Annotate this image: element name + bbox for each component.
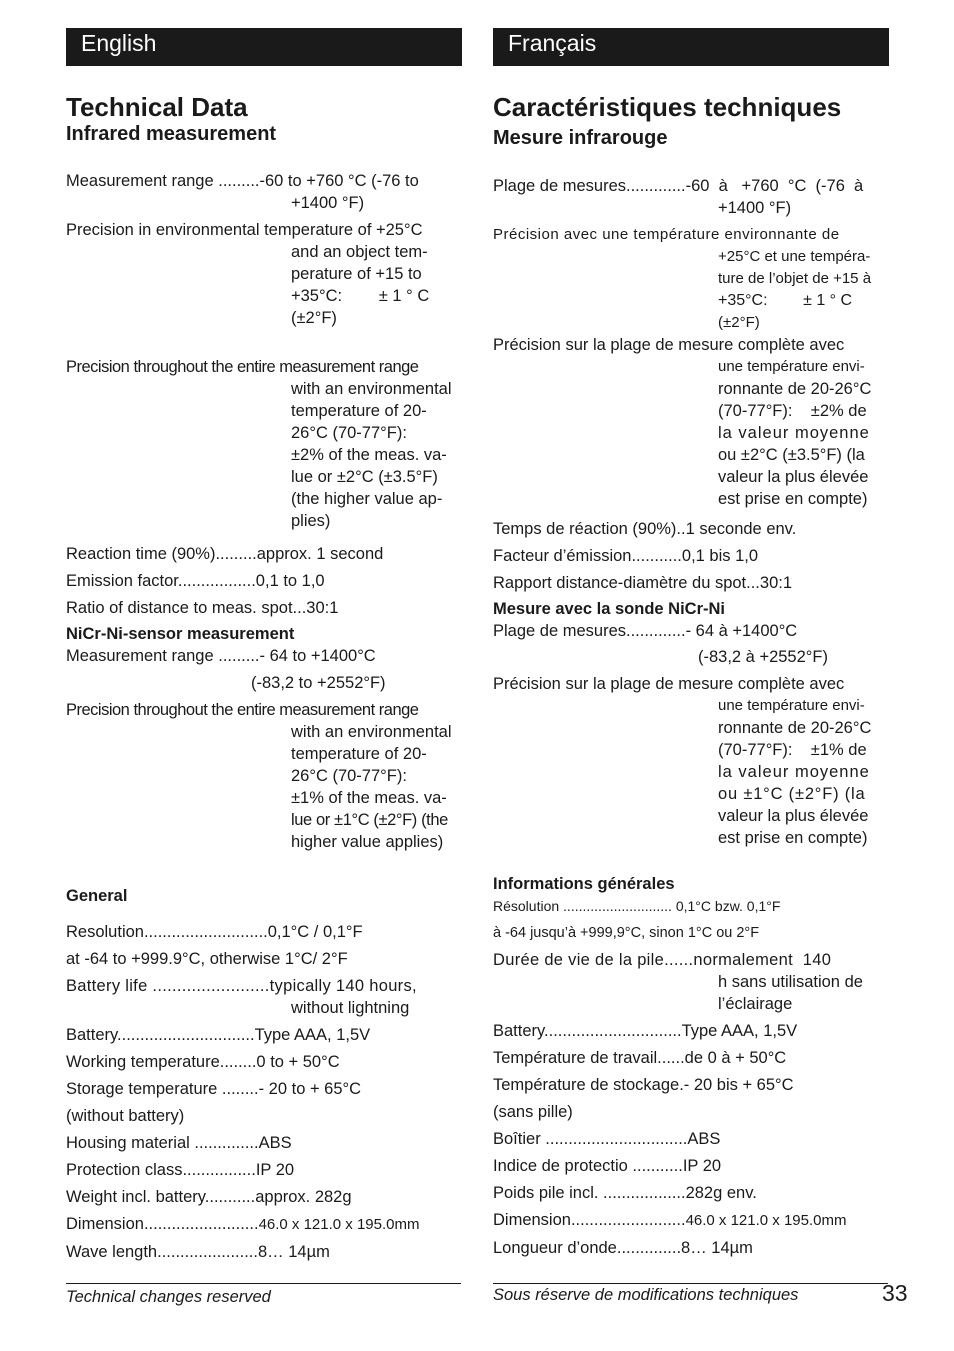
spec-line: Plage de mesures.............- 64 à +1400°C	[493, 622, 798, 640]
infrared-specs-english	[66, 170, 462, 329]
spec-line: Precision throughout the entire measurement range	[66, 701, 419, 719]
spec-line: Measurement range .........- 64 to +1400°C	[66, 647, 376, 665]
misc-specs-french	[493, 518, 889, 849]
spec-line: 26°C (70-77°F):	[291, 767, 407, 785]
spec-line: Poids pile incl. ..................282g env.	[493, 1184, 757, 1202]
dimension-label: Dimension.........................	[66, 1215, 259, 1233]
spec-line: +1400 °F)	[291, 194, 365, 212]
spec-line: Précision sur la plage de mesure complète avec	[493, 336, 845, 354]
spec-line: without lightning	[291, 999, 410, 1017]
language-header-english: English	[66, 28, 462, 66]
spec-line: +35°C: ± 1 ° C	[291, 287, 430, 305]
spec-line: Battery..............................Type AAA, 1,5V	[66, 1026, 371, 1044]
spec-line: (without battery)	[66, 1107, 185, 1125]
spec-line: Battery life ........................typically 140 hours,	[66, 977, 417, 995]
spec-line: Weight incl. battery...........approx. 282g	[66, 1188, 352, 1206]
spec-line: lue or ±2°C (±3.5°F)	[291, 468, 438, 486]
dimension-value: 46.0 x 121.0 x 195.0mm	[258, 1216, 420, 1233]
spec-line: ±1% of the meas. va-	[291, 789, 447, 807]
spec-line: and an object tem-	[291, 243, 428, 261]
spec-line: perature of +15 to	[291, 265, 422, 283]
spec-line: +35°C: ± 1 ° C	[718, 292, 853, 309]
section-heading-infrared: Infrared measurement	[66, 123, 277, 145]
spec-line: with an environmental	[291, 380, 452, 398]
spec-line: Precision in environmental temperature of +25°C	[66, 221, 423, 239]
page-title-french: Caractéristiques techniques	[493, 92, 842, 122]
footer-note-english: Technical changes reserved	[66, 1288, 271, 1306]
spec-line: h sans utilisation de	[718, 973, 863, 991]
spec-line: Temps de réaction (90%)..1 seconde env.	[493, 520, 797, 538]
spec-line: la valeur moyenne	[718, 424, 870, 442]
general-specs-french	[493, 873, 889, 1259]
spec-line	[66, 1213, 462, 1236]
section-heading-infrared: Mesure infrarouge	[493, 127, 668, 149]
footer-divider-english	[66, 1283, 461, 1284]
spec-line: une température envi-	[718, 697, 865, 714]
spec-line: lue or ±1°C (±2°F) (the	[291, 811, 448, 829]
spec-line: Ratio of distance to meas. spot...30:1	[66, 599, 339, 617]
section-heading-general: General	[66, 887, 128, 905]
spec-line: with an environmental	[291, 723, 452, 741]
spec-line: Indice de protectio ...........IP 20	[493, 1157, 722, 1175]
spec-line: Rapport distance-diamètre du spot...30:1	[493, 574, 793, 592]
spec-line: Facteur d’émission...........0,1 bis 1,0	[493, 547, 759, 565]
spec-line: ronnante de 20-26°C	[718, 719, 872, 737]
spec-line: ture de l’objet de +15 à	[718, 270, 872, 287]
spec-line: Plage de mesures.............-60 à +760 °C (-76 à	[493, 177, 864, 195]
spec-line: ou ±1°C (±2°F) (la	[718, 785, 866, 803]
spec-line: Measurement range .........-60 to +760 °C (-76 to	[66, 172, 419, 190]
language-header-french: Français	[493, 28, 889, 66]
spec-line: l’éclairage	[718, 995, 793, 1013]
spec-line: at -64 to +999.9°C, otherwise 1°C/ 2°F	[66, 950, 348, 968]
spec-line: (-83,2 à +2552°F)	[698, 648, 828, 666]
spec-line: plies)	[291, 512, 331, 530]
section-heading-nicr: Mesure avec la sonde NiCr-Ni	[493, 600, 725, 618]
spec-line: est prise en compte)	[718, 490, 868, 508]
spec-line: higher value applies)	[291, 833, 444, 851]
spec-line: (±2°F)	[291, 309, 337, 327]
spec-line: Emission factor.................0,1 to 1,0	[66, 572, 325, 590]
english-column	[66, 28, 462, 1261]
spec-line: Storage temperature ........- 20 to + 65°C	[66, 1080, 362, 1098]
dimension-label: Dimension.........................	[493, 1211, 686, 1229]
spec-line: Resolution...........................0,1°C / 0,1°F	[66, 923, 363, 941]
section-heading-general: Informations générales	[493, 875, 675, 893]
spec-line: Longueur d’onde..............8… 14µm	[493, 1239, 753, 1257]
spec-line	[493, 1209, 889, 1232]
spec-line: ronnante de 20-26°C	[718, 380, 872, 398]
spec-line: Résolution ............................ 0,1°C bzw. 0,1°F	[493, 898, 781, 914]
spec-line: une température envi-	[718, 358, 865, 375]
spec-line: la valeur moyenne	[718, 763, 870, 781]
spec-line: +1400 °F)	[718, 199, 792, 217]
spec-line: Precision throughout the entire measurement range	[66, 358, 419, 376]
french-column	[493, 28, 889, 1257]
spec-line: (70-77°F): ±2% de	[718, 402, 867, 420]
spec-line: 26°C (70-77°F):	[291, 424, 407, 442]
spec-line: +25°C et une tempéra-	[718, 248, 871, 265]
spec-line: temperature of 20-	[291, 402, 427, 420]
spec-line: Protection class................IP 20	[66, 1161, 295, 1179]
spec-line: (sans pille)	[493, 1103, 573, 1121]
infrared-specs-french	[493, 175, 889, 510]
spec-line: à -64 jusqu’à +999,9°C, sinon 1°C ou 2°F	[493, 925, 760, 941]
spec-line: valeur la plus élevée	[718, 807, 869, 825]
dimension-value: 46.0 x 121.0 x 195.0mm	[685, 1212, 847, 1229]
spec-line: Reaction time (90%).........approx. 1 second	[66, 545, 384, 563]
spec-line: (±2°F)	[718, 314, 760, 331]
spec-line: Température de travail......de 0 à + 50°C	[493, 1049, 787, 1067]
page-number: 33	[882, 1280, 908, 1306]
spec-line: Battery..............................Type AAA, 1,5V	[493, 1022, 798, 1040]
spec-line: est prise en compte)	[718, 829, 868, 847]
spec-line: (70-77°F): ±1% de	[718, 741, 867, 759]
spec-line: ou ±2°C (±3.5°F) (la	[718, 446, 865, 464]
spec-line: Durée de vie de la pile......normalement 140	[493, 951, 832, 969]
spec-line: Working temperature........0 to + 50°C	[66, 1053, 340, 1071]
spec-line: Boîtier ...............................ABS	[493, 1130, 721, 1148]
spec-line: (the higher value ap-	[291, 490, 443, 508]
spec-line: Wave length......................8… 14µm	[66, 1243, 330, 1261]
spec-line: ±2% of the meas. va-	[291, 446, 447, 464]
spec-line: (-83,2 to +2552°F)	[251, 674, 386, 692]
misc-specs-english	[66, 543, 462, 853]
footer-note-french: Sous réserve de modifications techniques	[493, 1286, 799, 1304]
section-heading-nicr: NiCr-Ni-sensor measurement	[66, 625, 295, 643]
spec-line: Température de stockage.- 20 bis + 65°C	[493, 1076, 794, 1094]
general-specs-english	[66, 885, 462, 1263]
spec-line: Housing material ..............ABS	[66, 1134, 292, 1152]
precision-full-english	[66, 356, 462, 532]
spec-line: temperature of 20-	[291, 745, 427, 763]
spec-line: valeur la plus élevée	[718, 468, 869, 486]
spec-line: Précision avec une température environnante de	[493, 226, 840, 243]
page-title-english: Technical Data	[66, 92, 248, 122]
spec-line: Précision sur la plage de mesure complète avec	[493, 675, 845, 693]
